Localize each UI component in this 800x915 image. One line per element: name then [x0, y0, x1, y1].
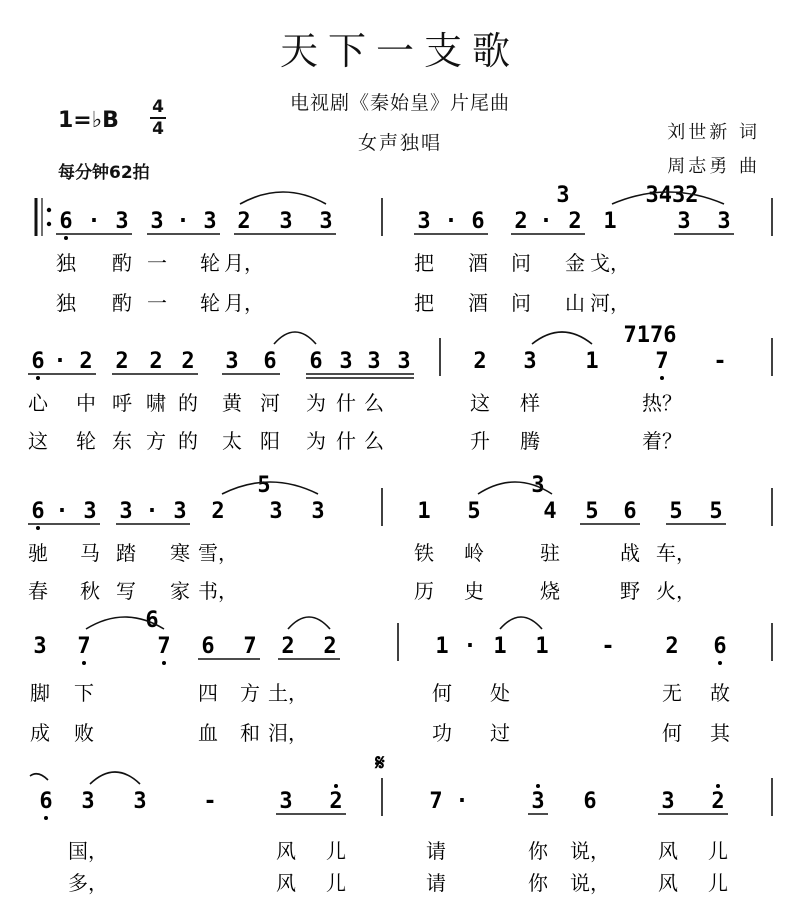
lyric-verse-2: 泪， [268, 721, 308, 745]
note: 6 [59, 209, 73, 234]
lyric-verse-1: 故 [710, 681, 730, 705]
lyric-verse-2: 功 [432, 721, 452, 745]
note: 2 [568, 209, 582, 234]
note: 6 [31, 499, 45, 524]
note: 6 [201, 634, 215, 659]
octave-dot-below [36, 526, 40, 530]
octave-dot-above [536, 784, 540, 788]
lyric-verse-1: 黄 [222, 391, 242, 415]
lyric-verse-1: 啸 [146, 391, 166, 415]
note: 3 [717, 209, 731, 234]
note: 5 [669, 499, 683, 524]
lyric-verse-1: 么 [364, 391, 384, 415]
octave-dot-below [64, 236, 68, 240]
note: 2 [665, 634, 679, 659]
repeat-dot [47, 208, 51, 212]
lyric-verse-1: 中 [76, 391, 96, 415]
lyric-verse-1: 轮 [200, 251, 220, 275]
note: 6 [31, 349, 45, 374]
note: · [463, 634, 477, 659]
lyric-verse-2: 腾 [520, 429, 540, 453]
lyric-verse-1: 酒 [468, 251, 488, 275]
note: 2 [181, 349, 195, 374]
lyric-verse-1: 战 [620, 541, 640, 565]
note: 6 [623, 499, 637, 524]
lyric-verse-1: 心 [28, 391, 48, 415]
lyric-verse-1: 车， [656, 541, 696, 565]
lyric-verse-1: 呼 [112, 391, 132, 415]
lyric-verse-1: 铁 [414, 541, 434, 565]
note: 6 [309, 349, 323, 374]
note: 7 [157, 634, 171, 659]
slur [532, 332, 592, 344]
lyric-verse-1: 四 [198, 681, 218, 705]
octave-dot-below [36, 376, 40, 380]
note: 2 [237, 209, 251, 234]
note: 3 [531, 789, 545, 814]
lyric-verse-2: 这 [28, 429, 48, 453]
note: 1 [493, 634, 507, 659]
note: 3 [173, 499, 187, 524]
song-subtitle: 电视剧《秦始皇》片尾曲 [289, 92, 510, 114]
octave-dot-below [82, 661, 86, 665]
note: 2 [79, 349, 93, 374]
note: 3 [150, 209, 164, 234]
note: 3 [269, 499, 283, 524]
performer-label: 女声独唱 [357, 132, 442, 154]
note: 3 [417, 209, 431, 234]
lyric-verse-1: 金 [565, 251, 585, 275]
note: 2 [711, 789, 725, 814]
note: · [539, 209, 553, 234]
lyric-verse-2: 把 [414, 291, 434, 315]
lyric-verse-2: 说， [570, 871, 610, 895]
slur [500, 617, 542, 629]
note: 6 [39, 789, 53, 814]
lyric-verse-1: 把 [414, 251, 434, 275]
lyric-verse-2: 山 [565, 291, 585, 315]
lyric-verse-2: 升 [470, 429, 490, 453]
lyric-verse-2: 么 [364, 429, 384, 453]
note: 6 [263, 349, 277, 374]
note: 3 [677, 209, 691, 234]
lyric-verse-2: 春 [28, 579, 48, 603]
tie-continuation [30, 774, 48, 780]
note: 3 [115, 209, 129, 234]
lyric-verse-2: 成 [30, 721, 50, 745]
note: 2 [115, 349, 129, 374]
lyric-verse-1: 无 [662, 681, 682, 705]
lyric-verse-2: 酒 [468, 291, 488, 315]
note: 7 [655, 349, 669, 374]
lyric-verse-2: 月， [224, 291, 264, 315]
lyric-verse-2: 为 [306, 429, 326, 453]
octave-dot-below [44, 816, 48, 820]
lyric-verse-1: 儿 [708, 839, 728, 863]
note: 3 [119, 499, 133, 524]
note: 5 [585, 499, 599, 524]
note: 3 [133, 789, 147, 814]
lyric-verse-2: 的 [178, 429, 198, 453]
lyric-verse-2: 血 [198, 721, 218, 745]
lyric-verse-1: 脚 [30, 681, 50, 705]
lyric-verse-1: 的 [178, 391, 198, 415]
note: 1 [435, 634, 449, 659]
lyric-verse-2: 秋 [80, 579, 100, 603]
lyric-verse-2: 请 [426, 871, 446, 895]
lyric-verse-2: 着？ [642, 429, 682, 453]
lyric-verse-1: 国， [68, 839, 108, 863]
lyric-verse-1: 说， [570, 839, 610, 863]
lyric-verse-1: 雪， [198, 541, 238, 565]
lyric-verse-1: 何 [432, 681, 452, 705]
grace-note: 3 [556, 183, 570, 208]
lyric-verse-1: 风 [658, 839, 678, 863]
lyric-verse-1: 独 [56, 251, 76, 275]
grace-note: 3432 [645, 183, 699, 208]
grace-note: 6 [145, 608, 159, 633]
lyric-verse-1: 酌 [112, 251, 132, 275]
note: 2 [473, 349, 487, 374]
slur [90, 772, 140, 784]
lyric-verse-1: 戈， [590, 251, 630, 275]
lyric-verse-2: 儿 [326, 871, 346, 895]
note: 6 [471, 209, 485, 234]
lyric-verse-1: 儿 [326, 839, 346, 863]
note: 1 [535, 634, 549, 659]
note: 2 [281, 634, 295, 659]
lyric-verse-1: 你 [528, 839, 548, 863]
note: · [87, 209, 101, 234]
note: · [455, 789, 469, 814]
grace-note: 5 [257, 473, 271, 498]
lyric-verse-2: 方 [146, 429, 166, 453]
note: 3 [523, 349, 537, 374]
lyric-verse-1: 这 [470, 391, 490, 415]
note: 3 [397, 349, 411, 374]
note: - [713, 349, 727, 374]
lyric-verse-1: 什 [336, 391, 356, 415]
lyric-verse-2: 史 [464, 579, 484, 603]
lyric-verse-2: 和 [240, 721, 260, 745]
note: 7 [429, 789, 443, 814]
lyric-verse-2: 风 [658, 871, 678, 895]
note: 3 [81, 789, 95, 814]
note: 3 [279, 209, 293, 234]
lyric-verse-1: 样 [520, 391, 540, 415]
lyric-verse-2: 问 [511, 291, 531, 315]
note: 5 [467, 499, 481, 524]
lyric-verse-2: 野 [620, 579, 640, 603]
note: 3 [367, 349, 381, 374]
lyric-verse-2: 轮 [200, 291, 220, 315]
note: 3 [225, 349, 239, 374]
lyric-verse-1: 土， [268, 681, 308, 705]
lyric-verse-2: 写 [116, 579, 136, 603]
lyric-verse-1: 风 [276, 839, 296, 863]
composer-credit: 周志勇 曲 [667, 156, 760, 177]
note: · [55, 499, 69, 524]
lyric-verse-2: 书， [198, 579, 238, 603]
note: 2 [329, 789, 343, 814]
note: 2 [514, 209, 528, 234]
note: 1 [603, 209, 617, 234]
lyric-verse-2: 多， [68, 871, 108, 895]
lyric-verse-1: 河 [260, 391, 280, 415]
lyric-verse-2: 儿 [708, 871, 728, 895]
time-sig-bottom: 4 [152, 119, 164, 139]
key-signature: 1=♭B [58, 108, 119, 133]
lyric-verse-2: 家 [170, 579, 190, 603]
lyric-verse-2: 东 [112, 429, 132, 453]
note: 3 [319, 209, 333, 234]
lyric-verse-2: 一 [147, 291, 167, 315]
lyric-verse-1: 寒 [170, 541, 190, 565]
lyric-verse-1: 月， [224, 251, 264, 275]
lyric-verse-2: 烧 [540, 579, 560, 603]
note: 7 [77, 634, 91, 659]
lyricist-credit: 刘世新 词 [667, 122, 760, 143]
note: 3 [279, 789, 293, 814]
lyric-verse-2: 阳 [260, 429, 280, 453]
lyric-verse-1: 马 [80, 541, 100, 565]
note: 4 [543, 499, 557, 524]
note: - [601, 634, 615, 659]
lyric-verse-2: 轮 [76, 429, 96, 453]
note: 3 [33, 634, 47, 659]
note: 3 [661, 789, 675, 814]
lyric-verse-1: 踏 [116, 541, 136, 565]
lyric-verse-2: 什 [336, 429, 356, 453]
note: 7 [243, 634, 257, 659]
note: 3 [339, 349, 353, 374]
note: 6 [583, 789, 597, 814]
lyric-verse-2: 其 [710, 721, 730, 745]
song-title: 天下一支歌 [279, 29, 520, 73]
note: · [176, 209, 190, 234]
lyric-verse-2: 河， [590, 291, 630, 315]
lyric-verse-1: 下 [74, 681, 94, 705]
slur [274, 332, 316, 344]
note: 2 [323, 634, 337, 659]
lyric-verse-1: 为 [306, 391, 326, 415]
octave-dot-below [660, 376, 664, 380]
lyric-verse-1: 热？ [642, 391, 682, 415]
note: 1 [585, 349, 599, 374]
lyric-verse-2: 酌 [112, 291, 132, 315]
note: 6 [713, 634, 727, 659]
lyric-verse-2: 你 [528, 871, 548, 895]
note: · [145, 499, 159, 524]
lyric-verse-2: 何 [662, 721, 682, 745]
lyric-verse-2: 太 [222, 429, 242, 453]
slur [240, 192, 326, 204]
note: 3 [311, 499, 325, 524]
slur [288, 617, 330, 629]
tempo-marking: 每分钟62拍 [58, 163, 150, 183]
lyric-verse-1: 岭 [464, 541, 484, 565]
note: · [444, 209, 458, 234]
lyric-verse-2: 独 [56, 291, 76, 315]
segno-sign: 𝄋 [375, 751, 385, 776]
lyric-verse-1: 驰 [28, 541, 48, 565]
note: 2 [149, 349, 163, 374]
octave-dot-below [718, 661, 722, 665]
octave-dot-above [716, 784, 720, 788]
lyric-verse-1: 请 [426, 839, 446, 863]
note: 2 [211, 499, 225, 524]
lyric-verse-2: 风 [276, 871, 296, 895]
note: - [203, 789, 217, 814]
octave-dot-above [334, 784, 338, 788]
lyric-verse-1: 处 [490, 681, 510, 705]
time-sig-top: 4 [152, 97, 164, 117]
note: 3 [83, 499, 97, 524]
note: 3 [203, 209, 217, 234]
lyric-verse-2: 火， [656, 579, 696, 603]
lyric-verse-1: 驻 [540, 541, 560, 565]
octave-dot-below [162, 661, 166, 665]
grace-note: 3 [531, 473, 545, 498]
note: · [53, 349, 67, 374]
lyric-verse-1: 问 [511, 251, 531, 275]
lyric-verse-2: 败 [74, 721, 94, 745]
note: 5 [709, 499, 723, 524]
lyric-verse-1: 一 [147, 251, 167, 275]
lyric-verse-1: 方 [240, 681, 260, 705]
lyric-verse-2: 历 [414, 579, 434, 603]
lyric-verse-2: 过 [490, 721, 510, 745]
note: 1 [417, 499, 431, 524]
grace-note: 7176 [623, 323, 677, 348]
repeat-dot [47, 222, 51, 226]
